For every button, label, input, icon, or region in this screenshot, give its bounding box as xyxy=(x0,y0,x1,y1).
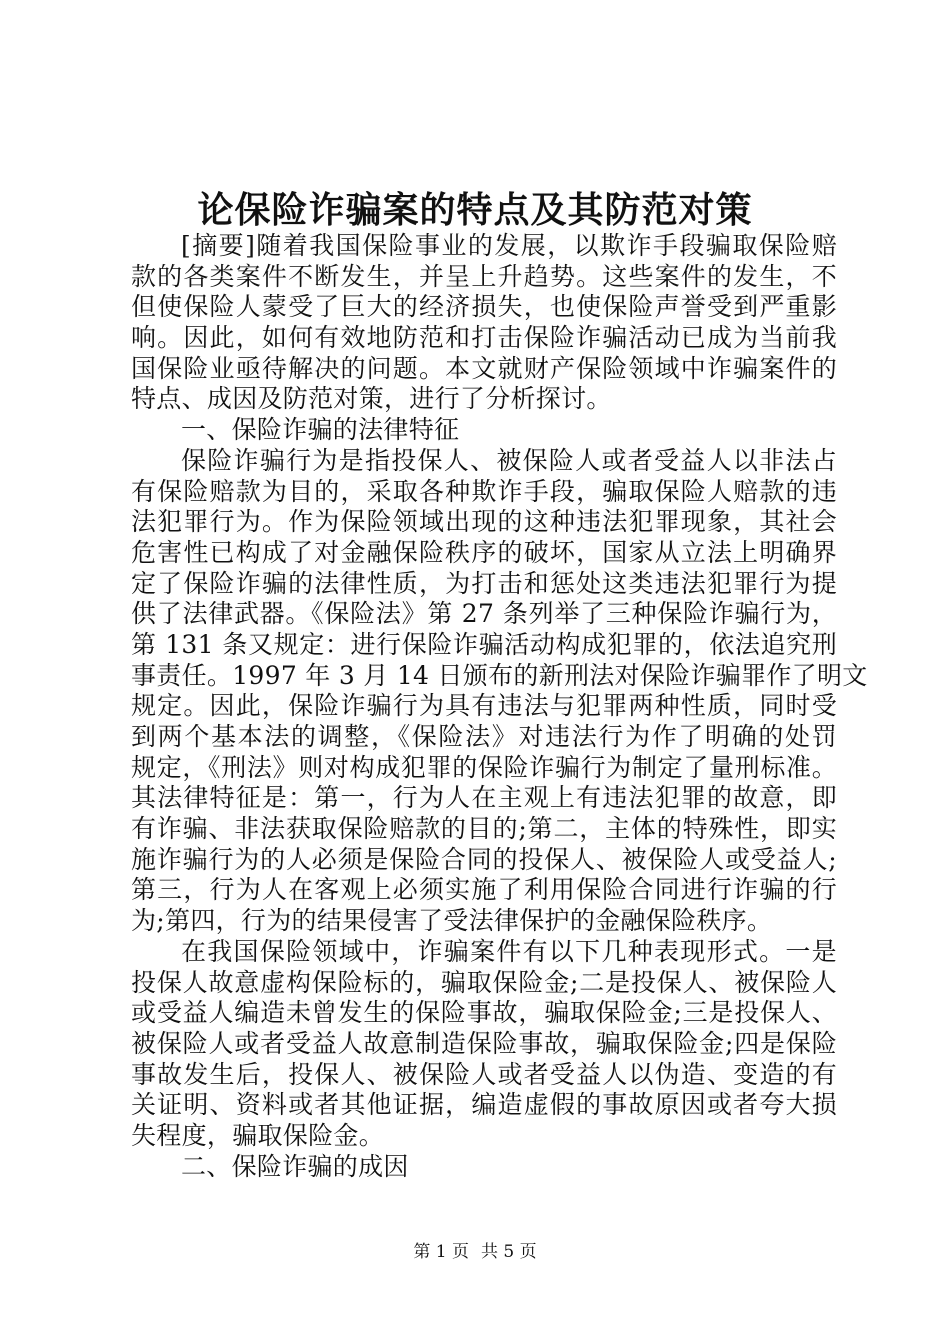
body-line: 第 131 条又规定：进行保险诈骗活动构成犯罪的，依法追究刑 xyxy=(131,629,837,659)
body-line: 有诈骗、非法获取保险赔款的目的;第二，主体的特殊性，即实 xyxy=(131,814,837,844)
body-line: 在我国保险领域中，诈骗案件有以下几种表现形式。一是 xyxy=(181,936,837,966)
body-line: 保险诈骗行为是指投保人、被保险人或者受益人以非法占 xyxy=(181,445,837,475)
section-heading: 一、保险诈骗的法律特征 xyxy=(181,415,460,445)
body-line: 施诈骗行为的人必须是保险合同的投保人、被保险人或受益人; xyxy=(131,844,837,874)
body-line: 到两个基本法的调整，《保险法》对违法行为作了明确的处罚 xyxy=(131,722,837,751)
body-line: 款的各类案件不断发生，并呈上升趋势。这些案件的发生，不 xyxy=(131,261,837,291)
body-line: 被保险人或者受益人故意制造保险事故，骗取保险金;四是保险 xyxy=(131,1028,837,1058)
page-total: 共 5 页 xyxy=(481,1242,537,1262)
body-line: 其法律特征是：第一，行为人在主观上有违法犯罪的故意，即 xyxy=(131,783,837,813)
document-body xyxy=(131,231,868,1182)
section-heading: 二、保险诈骗的成因 xyxy=(181,1151,409,1181)
body-line: [摘要]随着我国保险事业的发展，以欺诈手段骗取保险赔 xyxy=(181,231,837,260)
body-line: 特点、成因及防范对策，进行了分析探讨。 xyxy=(131,384,612,414)
page-number: 第 1 页 xyxy=(413,1242,469,1262)
body-line: 关证明、资料或者其他证据，编造虚假的事故原因或者夸大损 xyxy=(131,1090,837,1120)
body-line: 投保人故意虚构保险标的，骗取保险金;二是投保人、被保险人 xyxy=(131,967,837,997)
body-line: 国保险业亟待解决的问题。本文就财产保险领域中诈骗案件的 xyxy=(131,353,837,383)
body-line: 为;第四，行为的结果侵害了受法律保护的金融保险秩序。 xyxy=(131,906,773,936)
body-line: 但使保险人蒙受了巨大的经济损失，也使保险声誉受到严重影 xyxy=(131,292,837,322)
body-line: 供了法律武器。《保险法》第 27 条列举了三种保险诈骗行为， xyxy=(131,599,837,629)
body-line: 失程度，骗取保险金。 xyxy=(131,1120,385,1150)
body-line: 有保险赔款为目的，采取各种欺诈手段，骗取保险人赔款的违 xyxy=(131,476,837,506)
body-line: 规定。因此，保险诈骗行为具有违法与犯罪两种性质，同时受 xyxy=(131,691,837,721)
body-line: 规定，《刑法》则对构成犯罪的保险诈骗行为制定了量刑标准。 xyxy=(131,752,837,782)
body-line: 或受益人编造未曾发生的保险事故，骗取保险金;三是投保人、 xyxy=(131,998,837,1028)
document-title: 论保险诈骗案的特点及其防范对策 xyxy=(197,189,753,231)
body-line: 第三，行为人在客观上必须实施了利用保险合同进行诈骗的行 xyxy=(131,875,837,905)
body-line: 响。因此，如何有效地防范和打击保险诈骗活动已成为当前我 xyxy=(131,323,837,353)
body-line: 危害性已构成了对金融保险秩序的破坏，国家从立法上明确界 xyxy=(131,537,837,567)
body-line: 法犯罪行为。作为保险领域出现的这种违法犯罪现象，其社会 xyxy=(131,507,837,537)
body-line: 定了保险诈骗的法律性质，为打击和惩处这类违法犯罪行为提 xyxy=(131,568,837,598)
page-footer xyxy=(0,1240,950,1264)
body-line: 事责任。1997 年 3 月 14 日颁布的新刑法对保险诈骗罪作了明文 xyxy=(131,660,868,690)
body-line: 事故发生后，投保人、被保险人或者受益人以伪造、变造的有 xyxy=(131,1059,837,1089)
